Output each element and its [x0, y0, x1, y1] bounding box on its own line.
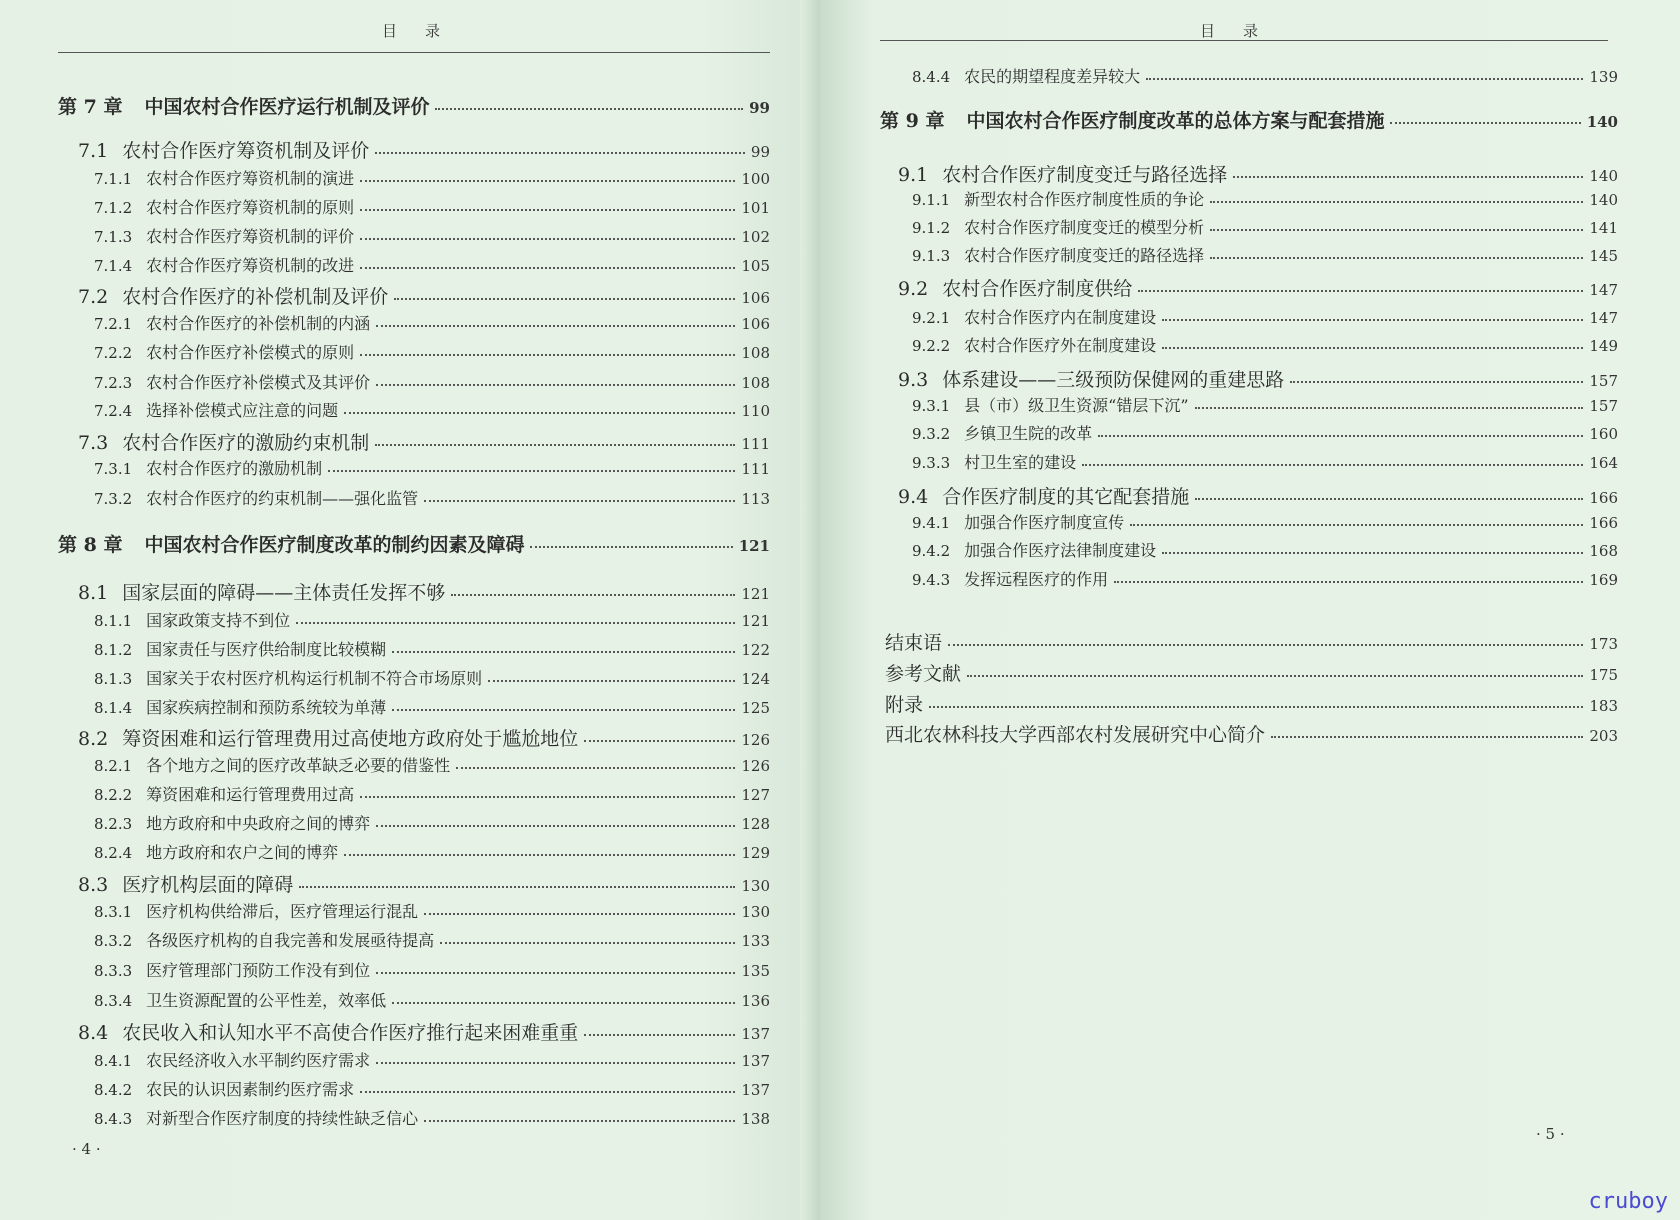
toc-entry-title: 农村合作医疗筹资机制的演进 — [146, 169, 355, 188]
toc-leader-dots — [530, 546, 732, 548]
toc-entry-title: 村卫生室的建设 — [964, 453, 1077, 472]
toc-entry — [94, 1048, 770, 1071]
toc-entry-title: 地方政府和农户之间的博弈 — [146, 843, 339, 862]
toc-entry — [94, 782, 770, 805]
toc-leader-dots — [344, 412, 735, 414]
toc-entry-number: 9.4.3 — [912, 571, 951, 589]
toc-entry-page: 125 — [741, 699, 770, 717]
toc-entry — [912, 215, 1618, 238]
toc-entry-page: 99 — [749, 99, 770, 117]
toc-entry-page: 133 — [741, 932, 770, 950]
toc-entry-title: 西北农林科技大学西部农村发展研究中心简介 — [885, 724, 1266, 746]
toc-entry-page: 135 — [741, 962, 770, 980]
toc-leader-dots — [344, 854, 735, 856]
toc-leader-dots — [1390, 122, 1580, 124]
toc-entry-page: 130 — [741, 877, 770, 895]
toc-entry-page: 139 — [1589, 68, 1618, 86]
toc-leader-dots — [392, 709, 735, 711]
toc-entry — [78, 428, 770, 455]
toc-entry — [912, 305, 1618, 328]
right-page — [820, 0, 1680, 1220]
toc-entry-page: 121 — [738, 537, 770, 555]
toc-leader-dots — [929, 706, 1583, 708]
toc-entry-page: 137 — [741, 1025, 770, 1043]
toc-entry-page: 129 — [741, 844, 770, 862]
toc-entry-title: 新型农村合作医疗制度性质的争论 — [964, 190, 1205, 209]
toc-leader-dots — [376, 325, 735, 327]
toc-entry-page: 147 — [1589, 309, 1618, 327]
toc-leader-dots — [1290, 381, 1583, 383]
toc-entry-title: 农村合作医疗的激励约束机制 — [122, 432, 370, 454]
toc-entry-number: 9.1.1 — [912, 191, 951, 209]
toc-leader-dots — [435, 108, 743, 110]
toc-leader-dots — [296, 622, 735, 624]
toc-entry-number: 8.2.1 — [94, 757, 133, 775]
toc-entry-number: 7.2.4 — [94, 402, 133, 420]
toc-entry-page: 149 — [1589, 337, 1618, 355]
toc-entry-number: 9.4.2 — [912, 542, 951, 560]
toc-entry-title: 国家政策支持不到位 — [146, 611, 291, 630]
toc-leader-dots — [1210, 229, 1583, 231]
toc-entry-number: 9.4 — [898, 486, 929, 508]
toc-leader-dots — [488, 680, 735, 682]
toc-leader-dots — [1138, 290, 1583, 292]
toc-leader-dots — [360, 238, 735, 240]
toc-entry-title: 农村合作医疗筹资机制及评价 — [122, 140, 370, 162]
toc-entry — [912, 187, 1618, 210]
toc-leader-dots — [392, 651, 735, 653]
toc-entry-title: 选择补偿模式应注意的问题 — [146, 401, 339, 420]
toc-entry-page: 168 — [1589, 542, 1618, 560]
toc-entry-title: 农村合作医疗筹资机制的评价 — [146, 227, 355, 246]
toc-leader-dots — [394, 298, 735, 300]
toc-leader-dots — [392, 1002, 735, 1004]
toc-leader-dots — [375, 152, 745, 154]
toc-leader-dots — [1233, 176, 1583, 178]
toc-entry-page: 126 — [741, 731, 770, 749]
toc-entry-number: 7.2.3 — [94, 374, 133, 392]
toc-leader-dots — [328, 470, 735, 472]
toc-entry-title: 农村合作医疗补偿模式的原则 — [146, 343, 355, 362]
toc-entry-number: 9.4.1 — [912, 514, 951, 532]
toc-entry — [94, 958, 770, 981]
toc-leader-dots — [1114, 581, 1583, 583]
toc-entry-number: 8.1.4 — [94, 699, 133, 717]
toc-entry-page: 138 — [741, 1110, 770, 1128]
toc-leader-dots — [376, 972, 735, 974]
toc-entry-title: 农村合作医疗的补偿机制及评价 — [122, 286, 389, 308]
toc-leader-dots — [360, 180, 735, 182]
toc-leader-dots — [424, 1120, 735, 1122]
toc-entry-number: 8.4.4 — [912, 68, 951, 86]
toc-entry-number: 7.2 — [78, 286, 109, 308]
toc-leader-dots — [1210, 257, 1583, 259]
toc-entry-page: 128 — [741, 815, 770, 833]
toc-entry-title: 农民的期望程度差异较大 — [964, 67, 1141, 86]
toc-entry-title: 中国农村合作医疗运行机制及评价 — [144, 96, 430, 118]
toc-entry-title: 附录 — [885, 694, 924, 716]
toc-entry-page: 160 — [1589, 425, 1618, 443]
toc-entry-page: 175 — [1589, 666, 1618, 684]
toc-entry-title: 农民的认识因素制约医疗需求 — [146, 1080, 355, 1099]
toc-entry-page: 111 — [741, 435, 770, 453]
toc-entry-title: 农村合作医疗的补偿机制的内涵 — [146, 314, 371, 333]
toc-entry — [885, 659, 1618, 686]
toc-entry — [78, 282, 770, 309]
toc-entry-title: 农村合作医疗补偿模式及其评价 — [146, 373, 371, 392]
toc-entry-title: 国家疾病控制和预防系统较为单薄 — [146, 698, 387, 717]
toc-entry — [78, 1018, 770, 1045]
toc-leader-dots — [360, 209, 735, 211]
toc-leader-dots — [948, 644, 1583, 646]
toc-entry-page: 101 — [741, 199, 770, 217]
toc-entry-title: 农村合作医疗筹资机制的原则 — [146, 198, 355, 217]
toc-leader-dots — [424, 913, 735, 915]
toc-entry-title: 各级医疗机构的自我完善和发展亟待提高 — [146, 931, 435, 950]
toc-leader-dots — [376, 1062, 735, 1064]
toc-entry-number: 8.3 — [78, 874, 109, 896]
toc-entry-page: 122 — [741, 641, 770, 659]
toc-leader-dots — [376, 384, 735, 386]
toc-entry-number: 8.3.4 — [94, 992, 133, 1010]
toc-entry-title: 合作医疗制度的其它配套措施 — [942, 486, 1190, 508]
toc-entry-page: 183 — [1589, 697, 1618, 715]
toc-entry — [94, 1077, 770, 1100]
toc-entry-title: 乡镇卫生院的改革 — [964, 424, 1093, 443]
toc-entry — [898, 365, 1618, 392]
toc-leader-dots — [1130, 524, 1583, 526]
toc-leader-dots — [584, 740, 735, 742]
toc-entry-number: 9.3.2 — [912, 425, 951, 443]
toc-leader-dots — [456, 767, 735, 769]
toc-entry-title: 农民收入和认知水平不高使合作医疗推行起来困难重重 — [122, 1022, 579, 1044]
toc-entry-title: 筹资困难和运行管理费用过高 — [146, 785, 355, 804]
right-running-head: 目录 — [1200, 22, 1287, 40]
toc-entry-title: 农村合作医疗内在制度建设 — [964, 308, 1157, 327]
toc-leader-dots — [440, 942, 735, 944]
toc-entry-title: 参考文献 — [885, 663, 962, 685]
toc-entry-number: 8.1.3 — [94, 670, 133, 688]
toc-leader-dots — [1162, 552, 1583, 554]
toc-entry — [912, 510, 1618, 533]
left-page — [0, 0, 820, 1220]
toc-entry-page: 157 — [1589, 397, 1618, 415]
toc-entry — [880, 106, 1618, 133]
toc-entry — [912, 450, 1618, 473]
toc-entry-title: 医疗机构供给滞后，医疗管理运行混乱 — [146, 902, 419, 921]
toc-entry-page: 141 — [1589, 219, 1618, 237]
toc-entry-page: 106 — [741, 315, 770, 333]
toc-entry-number: 7.2.1 — [94, 315, 133, 333]
toc-entry-number: 7.1.1 — [94, 170, 133, 188]
toc-entry-page: 99 — [750, 143, 770, 161]
toc-leader-dots — [451, 594, 735, 596]
toc-entry-number: 8.3.2 — [94, 932, 133, 950]
toc-leader-dots — [1162, 347, 1583, 349]
toc-leader-dots — [967, 675, 1583, 677]
toc-entry-number: 7.1.4 — [94, 257, 133, 275]
toc-entry-title: 中国农村合作医疗制度改革的制约因素及障碍 — [144, 534, 525, 556]
toc-entry-page: 124 — [741, 670, 770, 688]
toc-entry-title: 结束语 — [885, 632, 943, 654]
toc-entry — [78, 578, 770, 605]
toc-entry-page: 136 — [741, 992, 770, 1010]
toc-entry-title: 对新型合作医疗制度的持续性缺乏信心 — [146, 1109, 419, 1128]
toc-entry-page: 157 — [1589, 372, 1618, 390]
toc-entry-number: 8.4.2 — [94, 1081, 133, 1099]
toc-entry — [94, 988, 770, 1011]
toc-leader-dots — [1195, 498, 1583, 500]
toc-entry-number: 7.3.1 — [94, 460, 133, 478]
toc-entry — [885, 628, 1618, 655]
toc-entry-number: 7.3.2 — [94, 490, 133, 508]
toc-entry — [94, 899, 770, 922]
left-header-rule — [58, 52, 770, 53]
toc-entry-title: 地方政府和中央政府之间的博弈 — [146, 814, 371, 833]
toc-entry — [94, 486, 770, 509]
toc-entry-number: 9.2.2 — [912, 337, 951, 355]
watermark-text: cruboy — [1588, 1189, 1668, 1214]
toc-leader-dots — [360, 796, 735, 798]
toc-entry — [78, 870, 770, 897]
toc-entry-page: 137 — [741, 1081, 770, 1099]
toc-entry-page: 140 — [1586, 113, 1618, 131]
toc-entry-title: 国家责任与医疗供给制度比较模糊 — [146, 640, 387, 659]
toc-entry-page: 102 — [741, 228, 770, 246]
toc-entry — [94, 456, 770, 479]
toc-entry — [885, 690, 1618, 717]
toc-entry-title: 加强合作医疗法律制度建设 — [964, 541, 1157, 560]
toc-entry — [94, 695, 770, 718]
toc-leader-dots — [360, 354, 735, 356]
toc-entry-number: 7.3 — [78, 432, 109, 454]
toc-leader-dots — [1210, 201, 1583, 203]
toc-entry — [94, 340, 770, 363]
toc-entry-number: 第 9 章 — [880, 110, 945, 132]
toc-entry-page: 108 — [741, 344, 770, 362]
toc-entry-page: 105 — [741, 257, 770, 275]
toc-entry-page: 140 — [1589, 191, 1618, 209]
toc-leader-dots — [1082, 464, 1583, 466]
toc-entry — [94, 1106, 770, 1129]
toc-entry-title: 国家层面的障碍——主体责任发挥不够 — [122, 582, 446, 604]
toc-entry-number: 第 7 章 — [58, 96, 123, 118]
toc-entry — [94, 398, 770, 421]
toc-entry — [58, 530, 770, 557]
toc-entry-title: 农村合作医疗制度变迁的模型分析 — [964, 218, 1205, 237]
toc-entry — [898, 274, 1618, 301]
toc-entry-title: 农村合作医疗外在制度建设 — [964, 336, 1157, 355]
toc-entry-page: 121 — [741, 585, 770, 603]
toc-leader-dots — [299, 886, 735, 888]
toc-entry-number: 7.1.3 — [94, 228, 133, 246]
toc-entry-page: 100 — [741, 170, 770, 188]
toc-entry-title: 加强合作医疗制度宣传 — [964, 513, 1125, 532]
toc-entry-number: 9.2 — [898, 278, 929, 300]
toc-entry-page: 110 — [741, 402, 770, 420]
toc-entry-title: 农村合作医疗制度变迁的路径选择 — [964, 246, 1205, 265]
left-page-number: · 4 · — [72, 1140, 101, 1158]
toc-entry — [912, 538, 1618, 561]
toc-entry — [912, 64, 1618, 87]
toc-entry-title: 中国农村合作医疗制度改革的总体方案与配套措施 — [966, 110, 1385, 132]
toc-entry — [898, 482, 1618, 509]
toc-entry-page: 145 — [1589, 247, 1618, 265]
toc-entry-page: 137 — [741, 1052, 770, 1070]
toc-entry-number: 8.4 — [78, 1022, 109, 1044]
toc-leader-dots — [584, 1034, 735, 1036]
toc-entry-page: 147 — [1589, 281, 1618, 299]
toc-entry-title: 县（市）级卫生资源“错层下沉” — [964, 396, 1189, 415]
toc-entry — [94, 311, 770, 334]
toc-entry-page: 130 — [741, 903, 770, 921]
toc-leader-dots — [1146, 78, 1583, 80]
toc-leader-dots — [1162, 319, 1583, 321]
toc-entry-page: 106 — [741, 289, 770, 307]
toc-entry-title: 农村合作医疗筹资机制的改进 — [146, 256, 355, 275]
toc-entry-number: 8.2.4 — [94, 844, 133, 862]
toc-entry-number: 7.2.2 — [94, 344, 133, 362]
right-header-rule — [880, 40, 1608, 41]
toc-entry — [912, 393, 1618, 416]
toc-entry — [94, 608, 770, 631]
toc-entry — [912, 333, 1618, 356]
toc-entry-page: 126 — [741, 757, 770, 775]
toc-leader-dots — [1271, 736, 1583, 738]
toc-entry-number: 9.3.1 — [912, 397, 951, 415]
toc-entry — [94, 195, 770, 218]
toc-entry-title: 国家关于农村医疗机构运行机制不符合市场原则 — [146, 669, 483, 688]
toc-leader-dots — [360, 267, 735, 269]
toc-entry-number: 9.3 — [898, 369, 929, 391]
toc-leader-dots — [376, 825, 735, 827]
toc-entry-title: 医疗机构层面的障碍 — [122, 874, 294, 896]
toc-entry — [94, 928, 770, 951]
toc-leader-dots — [1098, 435, 1583, 437]
toc-entry — [94, 370, 770, 393]
toc-entry — [58, 92, 770, 119]
toc-entry-page: 203 — [1589, 727, 1618, 745]
toc-entry-page: 121 — [741, 612, 770, 630]
toc-entry — [94, 224, 770, 247]
toc-entry-number: 8.4.1 — [94, 1052, 133, 1070]
toc-entry-page: 164 — [1589, 454, 1618, 472]
toc-leader-dots — [1195, 407, 1584, 409]
toc-entry-number: 8.1 — [78, 582, 109, 604]
toc-entry-number: 8.4.3 — [94, 1110, 133, 1128]
toc-entry-title: 体系建设——三级预防保健网的重建思路 — [942, 369, 1285, 391]
toc-entry-number: 9.1.2 — [912, 219, 951, 237]
toc-entry-number: 9.1.3 — [912, 247, 951, 265]
toc-entry-number: 7.1.2 — [94, 199, 133, 217]
toc-entry — [94, 637, 770, 660]
toc-entry-number: 8.2.2 — [94, 786, 133, 804]
toc-entry-title: 农村合作医疗的约束机制——强化监管 — [146, 489, 419, 508]
toc-entry — [912, 567, 1618, 590]
toc-entry-number: 8.1.2 — [94, 641, 133, 659]
toc-entry — [912, 421, 1618, 444]
toc-entry-number: 8.2 — [78, 728, 109, 750]
right-page-number: · 5 · — [1536, 1125, 1565, 1143]
toc-entry — [898, 160, 1618, 187]
toc-entry-number: 8.1.1 — [94, 612, 133, 630]
toc-entry — [912, 243, 1618, 266]
toc-entry-title: 卫生资源配置的公平性差，效率低 — [146, 991, 387, 1010]
toc-entry-page: 127 — [741, 786, 770, 804]
toc-entry — [94, 253, 770, 276]
toc-entry-title: 农村合作医疗的激励机制 — [146, 459, 323, 478]
toc-entry — [885, 720, 1618, 747]
toc-entry — [78, 136, 770, 163]
toc-entry-page: 111 — [741, 460, 770, 478]
toc-entry — [94, 166, 770, 189]
toc-entry-page: 166 — [1589, 489, 1618, 507]
toc-entry-page: 166 — [1589, 514, 1618, 532]
toc-entry-title: 发挥远程医疗的作用 — [964, 570, 1109, 589]
toc-entry-page: 169 — [1589, 571, 1618, 589]
toc-entry-page: 113 — [741, 490, 770, 508]
toc-entry-number: 8.3.3 — [94, 962, 133, 980]
toc-entry-title: 农民经济收入水平制约医疗需求 — [146, 1051, 371, 1070]
toc-entry — [78, 724, 770, 751]
toc-entry-title: 农村合作医疗制度供给 — [942, 278, 1133, 300]
toc-entry-page: 140 — [1589, 167, 1618, 185]
toc-leader-dots — [360, 1091, 735, 1093]
toc-entry-number: 7.1 — [78, 140, 109, 162]
toc-entry-page: 173 — [1589, 635, 1618, 653]
toc-leader-dots — [424, 500, 735, 502]
left-running-head: 目录 — [382, 22, 469, 40]
toc-entry-title: 筹资困难和运行管理费用过高使地方政府处于尴尬地位 — [122, 728, 579, 750]
toc-entry — [94, 666, 770, 689]
toc-entry — [94, 840, 770, 863]
toc-entry-title: 医疗管理部门预防工作没有到位 — [146, 961, 371, 980]
toc-entry — [94, 753, 770, 776]
toc-entry — [94, 811, 770, 834]
toc-entry-number: 8.3.1 — [94, 903, 133, 921]
toc-entry-number: 9.2.1 — [912, 309, 951, 327]
toc-leader-dots — [375, 444, 735, 446]
toc-entry-number: 8.2.3 — [94, 815, 133, 833]
toc-entry-number: 9.3.3 — [912, 454, 951, 472]
toc-entry-title: 农村合作医疗制度变迁与路径选择 — [942, 164, 1228, 186]
toc-entry-number: 9.1 — [898, 164, 929, 186]
toc-entry-page: 108 — [741, 374, 770, 392]
toc-entry-title: 各个地方之间的医疗改革缺乏必要的借鉴性 — [146, 756, 451, 775]
toc-entry-number: 第 8 章 — [58, 534, 123, 556]
